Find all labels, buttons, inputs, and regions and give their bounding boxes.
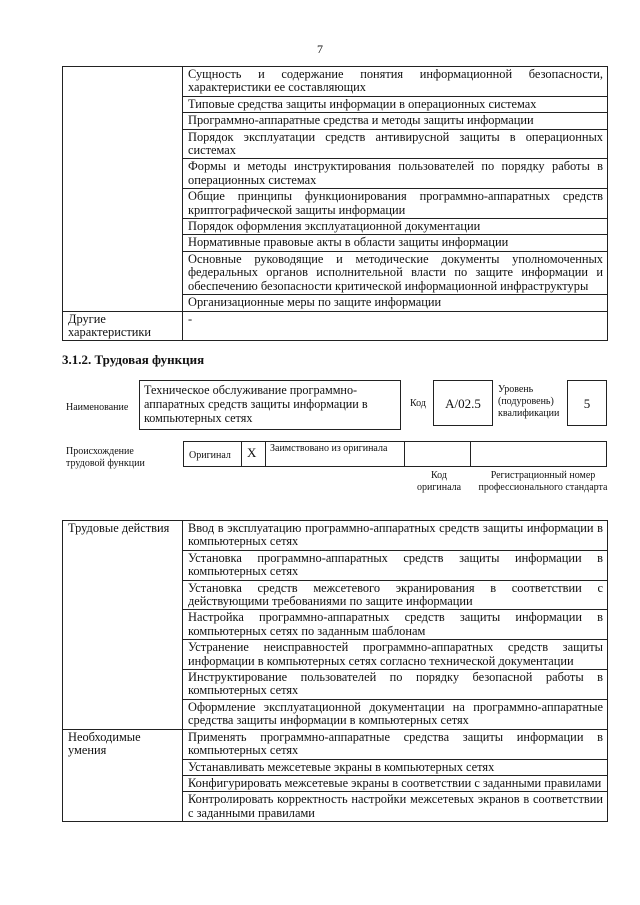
code-box (433, 380, 493, 426)
section-title: 3.1.2. Трудовая функция (62, 352, 205, 367)
function-name-box (139, 380, 401, 430)
knowledge-item: Нормативные правовые акты в области защиты информации (183, 235, 608, 251)
original-mark: X (247, 445, 257, 460)
borrowed-label: Заимствовано из оригинала (270, 443, 388, 454)
knowledge-item: Типовые средства защиты информации в операционных системах (183, 96, 608, 112)
level-box (567, 380, 607, 426)
knowledge-item: Порядок эксплуатации средств антивирусной защиты в операционных системах (183, 129, 608, 159)
table-row (63, 311, 608, 341)
skill-item: Конфигурировать межсетевые экраны в соответствии с заданными правилами (183, 775, 608, 791)
labor-action-item: Ввод в эксплуатацию программно-аппаратных средств защиты информации в компьютерных сетях (183, 521, 608, 551)
original-label: Оригинал (189, 450, 231, 461)
skills-label: Необходимые умения (63, 729, 183, 821)
level-value: 5 (583, 396, 591, 411)
origin-divider (404, 441, 405, 467)
labor-actions-label: Трудовые действия (63, 521, 183, 730)
other-characteristics-value: - (183, 311, 608, 341)
labor-action-item: Оформление эксплуатационной документации на программно-аппаратные средства защиты информации в компьютерных сетях (183, 699, 608, 729)
knowledge-label-cell (63, 67, 183, 312)
origin-divider (241, 441, 242, 467)
origin-divider (265, 441, 266, 467)
knowledge-item: Сущность и содержание понятия информационной безопасности, характеристики ее составляющих (183, 67, 608, 97)
name-label: Наименование (66, 402, 129, 413)
labor-action-item: Установка средств межсетевого экранирования в соответствии с действующими требованиями по защите информации (183, 580, 608, 610)
code-label: Код (410, 398, 426, 409)
labor-action-item: Настройка программно-аппаратных средств защиты информации в компьютерных сетях по заданным шаблонам (183, 610, 608, 640)
labor-function-table (62, 520, 608, 822)
skill-item: Применять программно-аппаратные средства защиты информации в компьютерных сетях (183, 729, 608, 759)
knowledge-item: Формы и методы инструктирования пользователей по порядку работы в операционных системах (183, 159, 608, 189)
labor-action-item: Устранение неисправностей программно-аппаратных средств защиты информации в компьютерных сетях согласно технической документации (183, 640, 608, 670)
labor-action-item: Инструктирование пользователей по порядку безопасной работы в компьютерных сетях (183, 670, 608, 700)
code-original-caption: Код оригинала (416, 470, 462, 493)
knowledge-table (62, 66, 608, 341)
knowledge-item: Общие принципы функционирования программно-аппаратных средств криптографической защиты информации (183, 189, 608, 219)
skill-item: Устанавливать межсетевые экраны в компьютерных сетях (183, 759, 608, 775)
reg-number-caption: Регистрационный номер профессионального стандарта (478, 470, 608, 493)
other-characteristics-label: Другие характеристики (63, 311, 183, 341)
table-row (63, 67, 608, 97)
code-value: A/02.5 (445, 396, 481, 411)
level-label: Уровень (подуровень) квалификации (498, 384, 560, 419)
table-row (63, 521, 608, 551)
knowledge-item: Основные руководящие и методические документы уполномоченных федеральных органов исполнительной власти по защите информации и обеспечению безопасности критической информационной инфраструктуры (183, 251, 608, 294)
skill-item: Контролировать корректность настройки межсетевых экранов в соответствии с заданными правилами (183, 792, 608, 822)
labor-action-item: Установка программно-аппаратных средств защиты информации в компьютерных сетях (183, 550, 608, 580)
knowledge-item: Программно-аппаратные средства и методы защиты информации (183, 113, 608, 129)
origin-label: Происхождение трудовой функции (66, 446, 145, 469)
knowledge-item: Организационные меры по защите информации (183, 295, 608, 311)
table-row (63, 729, 608, 759)
knowledge-item: Порядок оформления эксплуатационной документации (183, 219, 608, 235)
function-name-value: Техническое обслуживание программно-аппаратных средств защиты информации в компьютерных сетях (144, 383, 368, 425)
page-number: 7 (317, 42, 323, 56)
origin-divider (470, 441, 471, 467)
